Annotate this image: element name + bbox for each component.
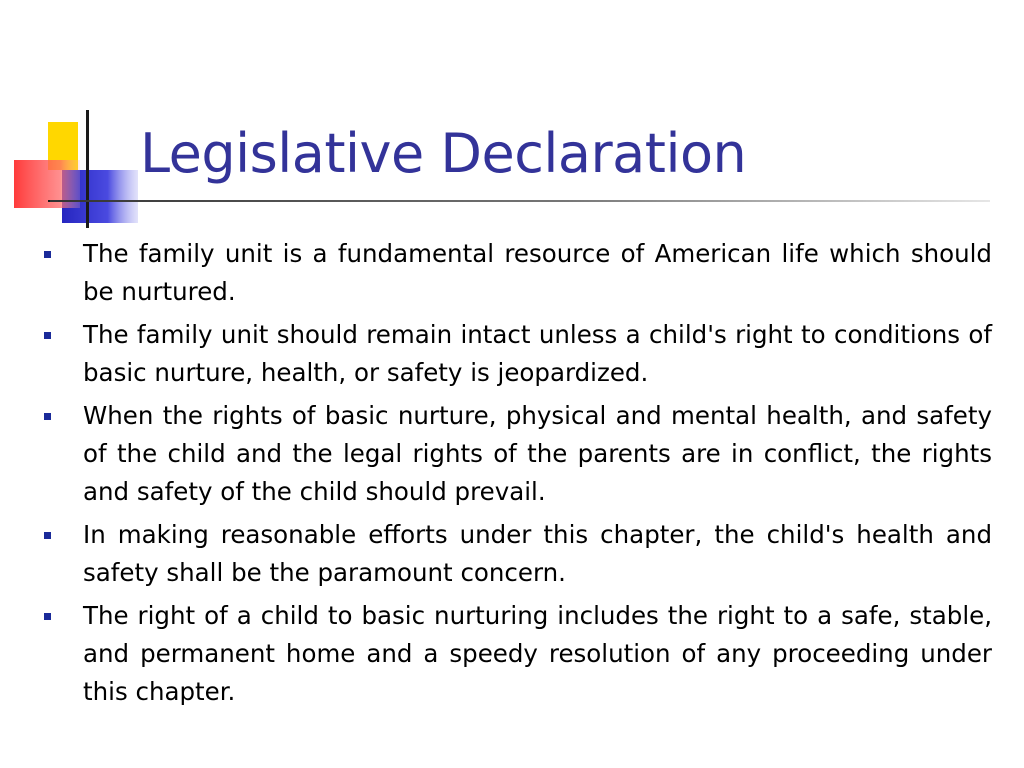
square-bullet-icon (44, 251, 51, 258)
bullet-text: The right of a child to basic nurturing includes the right to a safe, stable, and permanent home and a speedy resolution of any proceeding under this chapter. (83, 601, 992, 706)
square-bullet-icon (44, 613, 51, 620)
bullet-text: The family unit should remain intact unless a child's right to conditions of basic nurture, health, or safety is jeopardized. (83, 320, 992, 387)
bullet-item (40, 316, 992, 392)
bullet-list (40, 235, 992, 716)
bullet-item (40, 397, 992, 511)
colored-squares-logo-icon (0, 0, 150, 240)
bullet-text: In making reasonable efforts under this chapter, the child's health and safety shall be the paramount concern. (83, 520, 992, 587)
bullet-text: When the rights of basic nurture, physical and mental health, and safety of the child and the legal rights of the parents are in conflict, the rights and safety of the child should prevail. (83, 401, 992, 506)
bullet-item (40, 516, 992, 592)
slide-title: Legislative Declaration (140, 122, 747, 185)
square-bullet-icon (44, 532, 51, 539)
bullet-item (40, 597, 992, 711)
bullet-item (40, 235, 992, 311)
square-bullet-icon (44, 413, 51, 420)
bullet-text: The family unit is a fundamental resource of American life which should be nurtured. (83, 239, 992, 306)
square-bullet-icon (44, 332, 51, 339)
title-divider (50, 200, 990, 202)
